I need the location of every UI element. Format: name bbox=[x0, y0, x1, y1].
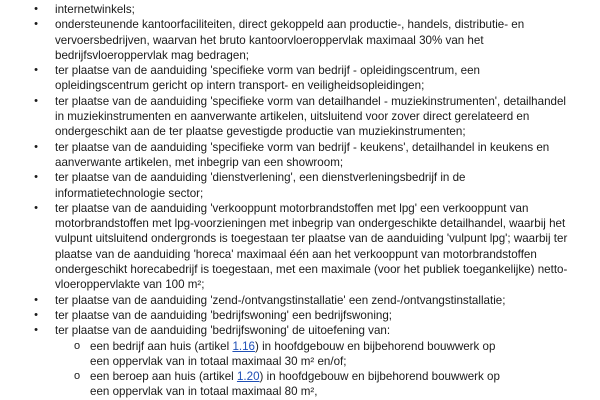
list-item-text: ondersteunende kantoorfaciliteiten, direct gekoppeld aan productie-, handels, distributie- en vervoersbedrijven, waarvan het bruto kantoorvloeroppervlak maximaal 30% van het bedrijfsvloeroppervlak mag bedragen; bbox=[55, 18, 525, 62]
article-link[interactable]: 1.16 bbox=[232, 339, 256, 353]
sub-list-item bbox=[55, 339, 572, 370]
list-item-text: ter plaatse van de aanduiding 'dienstverlening', een dienstverleningsbedrijf in de informatietechnologie sector; bbox=[55, 171, 466, 200]
usage-list bbox=[0, 2, 600, 400]
circle-bullet-icon: o bbox=[74, 339, 81, 352]
bullet-icon: • bbox=[34, 308, 38, 321]
bullet-icon: • bbox=[34, 201, 38, 214]
circle-bullet-icon: o bbox=[74, 370, 81, 383]
sub-item-text-before: een bedrijf aan huis (artikel bbox=[90, 339, 233, 353]
bullet-icon: • bbox=[34, 64, 38, 77]
sub-item-text-after: ) in hoofdgebouw en bijbehorend bouwwerk op een oppervlak van in totaal maximaal 30 m² en/of; bbox=[90, 339, 496, 368]
list-item bbox=[0, 2, 600, 17]
list-item bbox=[0, 17, 600, 63]
bullet-icon: • bbox=[34, 3, 38, 15]
list-item-text: ter plaatse van de aanduiding 'specifieke vorm van bedrijf - opleidingscentrum, een opleidingscentrum gericht op intern transport- en veiligheidsopleidingen; bbox=[55, 64, 480, 93]
bullet-icon: • bbox=[34, 94, 38, 107]
article-link[interactable]: 1.20 bbox=[236, 370, 260, 384]
list-item bbox=[0, 140, 600, 171]
list-item-text: ter plaatse van de aanduiding 'verkooppunt motorbrandstoffen met lpg' een verkooppunt van motorbrandstoffen met lpg-voorzieningen met inbegrip van ondergeschikte detailhandel, waarbij het vulpunt uitsluitend ondergronds is toegestaan ter plaatse van de aanduiding 'vulpunt lpg'; waarbij ter plaatse van de aanduiding 'horeca' maximaal één aan het verkooppunt van motorbrandstoffen ondergeschikt horecabedrijf is toegestaan, met een maximale (voor het publiek toegankelijke) netto-vloeroppervlakte van 100 m²; bbox=[55, 201, 568, 292]
list-item bbox=[0, 201, 600, 293]
sub-list bbox=[55, 339, 572, 400]
list-item-text: ter plaatse van de aanduiding 'bedrijfswoning' een bedrijfswoning; bbox=[55, 308, 393, 322]
list-item-text: ter plaatse van de aanduiding 'bedrijfswoning' de uitoefening van: bbox=[55, 324, 391, 338]
list-item-text: ter plaatse van de aanduiding 'zend-/ontvangstinstallatie' een zend-/ontvangstinstallatie; bbox=[55, 293, 506, 307]
bullet-icon: • bbox=[34, 293, 38, 306]
list-item-text: ter plaatse van de aanduiding 'specifieke vorm van detailhandel - muziekinstrumenten', detailhandel in muziekinstrumenten en aanverwante artikelen, uitsluitend voor zover direct gerelateerd en ondergeschikt aan de ter plaatse gevestigde productie van muziekinstrumenten; bbox=[55, 94, 566, 139]
list-item bbox=[0, 63, 600, 94]
list-item bbox=[0, 308, 600, 323]
bullet-icon: • bbox=[34, 324, 38, 337]
list-item bbox=[0, 323, 600, 399]
list-item bbox=[0, 94, 600, 140]
list-item bbox=[0, 293, 600, 308]
list-item-text: ter plaatse van de aanduiding 'specifieke vorm van bedrijf - keukens', detailhandel in keukens en aanverwante artikelen, met inbegrip van een showroom; bbox=[55, 140, 550, 169]
bullet-icon: • bbox=[34, 140, 38, 153]
sub-list-item bbox=[55, 369, 572, 400]
sub-item-text-after: ) in hoofdgebouw en bijbehorend bouwwerk op een oppervlak van in totaal maximaal 80 m², bbox=[90, 370, 500, 399]
bullet-icon: • bbox=[34, 18, 38, 31]
bullet-icon: • bbox=[34, 171, 38, 184]
list-item bbox=[0, 170, 600, 201]
sub-item-text-before: een beroep aan huis (artikel bbox=[90, 370, 237, 384]
list-item-text: internetwinkels; bbox=[55, 3, 135, 16]
